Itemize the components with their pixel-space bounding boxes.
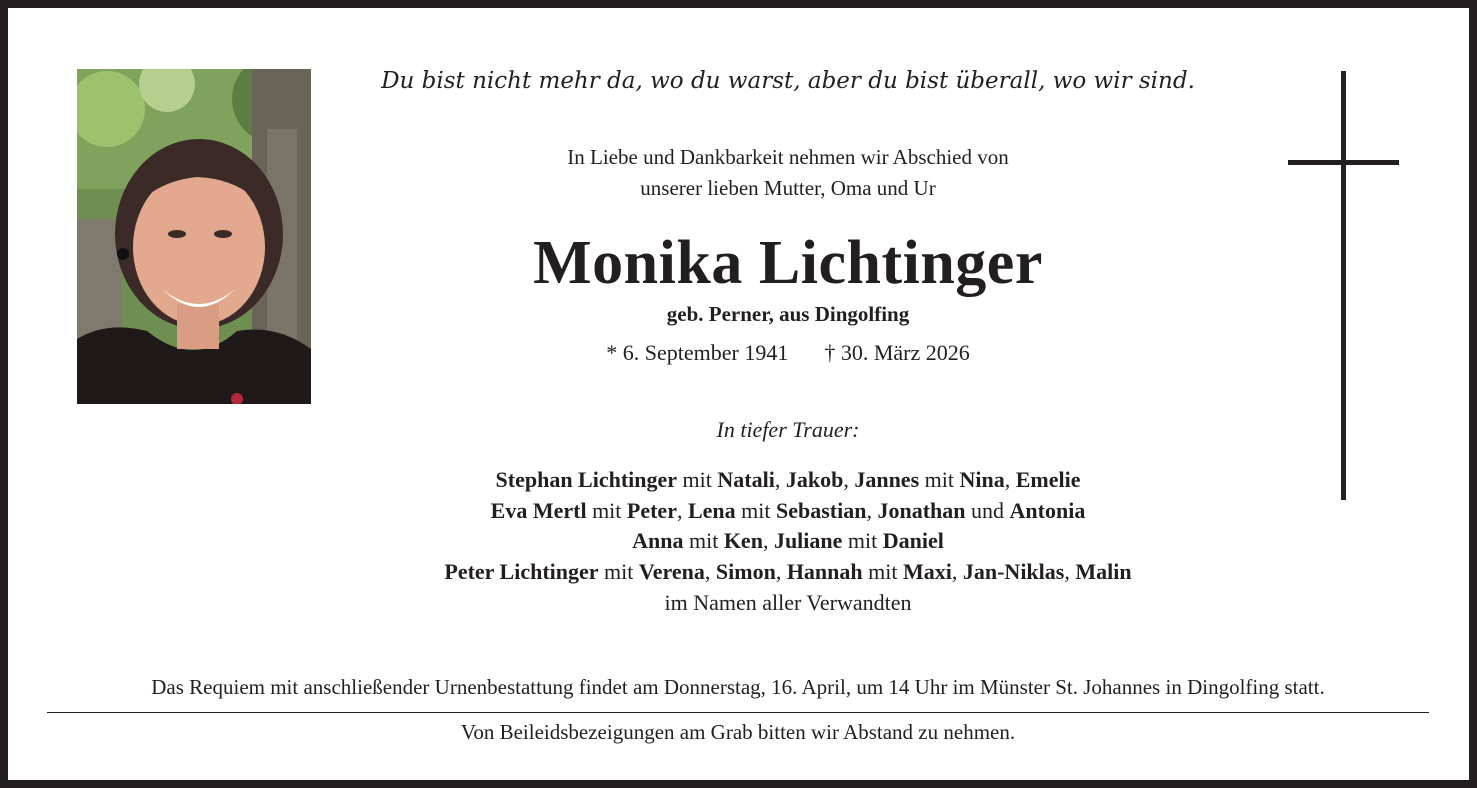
mourner-line	[288, 465, 1288, 496]
mourner-connector: ,	[704, 559, 716, 585]
mourner-connector: mit	[683, 528, 724, 554]
mourner-connector: ,	[1004, 467, 1016, 492]
condolence-notice: Von Beileidsbezeigungen am Grab bitten wir Abstand zu nehmen.	[460, 720, 1016, 744]
intro-line-2: unserer lieben Mutter, Oma und Ur	[640, 176, 936, 200]
quote: Du bist nicht mehr da, wo du warst, aber du bist überall, wo wir sind.	[381, 68, 1195, 94]
mourner-name: Anna	[632, 528, 684, 554]
mourner-name: Antonia	[1009, 497, 1086, 523]
mourning-heading: In tiefer Trauer:	[716, 417, 860, 442]
requiem-notice: Das Requiem mit anschließender Urnenbestattung findet am Donnerstag, 16. April, um 14 Uhr im Münster St. Johannes in Dingolfing statt.	[151, 675, 1325, 699]
mourner-name: Sebastian	[776, 497, 867, 523]
mourner-name: Stephan Lichtinger	[495, 467, 678, 492]
mourner-connector: mit	[598, 559, 639, 585]
mourner-name: Juliane	[773, 528, 843, 554]
mourner-name: Malin	[1075, 559, 1132, 585]
mourner-connector: ,	[676, 497, 688, 523]
mourner-name: Peter Lichtinger	[444, 559, 599, 585]
mourner-name: Natali	[717, 467, 775, 492]
mourner-connector: und	[965, 497, 1010, 523]
mourner-connector: ,	[774, 467, 786, 492]
mourner-name: Peter	[626, 497, 677, 523]
mourner-name: Jakob	[785, 467, 844, 492]
mourner-name: Nina	[959, 467, 1005, 492]
mourner-name: Ken	[723, 528, 763, 554]
intro-line-1: In Liebe und Dankbarkeit nehmen wir Abschied von	[567, 145, 1009, 169]
portrait-photo	[77, 69, 311, 404]
mourner-line	[288, 496, 1288, 527]
mourner-name: Verena	[638, 559, 705, 585]
mourner-connector: ,	[843, 467, 855, 492]
mourner-name: Jan-Niklas	[962, 559, 1065, 585]
cross-icon-bar	[1288, 160, 1399, 165]
intro-text	[288, 142, 1288, 204]
life-dates	[288, 340, 1288, 366]
mourner-connector: ,	[1064, 559, 1076, 585]
mourner-name: Eva Mertl	[490, 497, 587, 523]
deceased-name: Monika Lichtinger	[533, 229, 1043, 297]
mourner-name: Hannah	[786, 559, 863, 585]
mourner-connector: mit	[842, 528, 883, 554]
birth-date: * 6. September 1941	[606, 340, 789, 365]
mourner-connector: ,	[951, 559, 963, 585]
mourner-name: Maxi	[902, 559, 952, 585]
mourner-name: Jannes	[854, 467, 920, 492]
mourner-connector: ,	[775, 559, 787, 585]
mourner-connector: ,	[866, 497, 878, 523]
divider	[47, 712, 1429, 713]
mourner-connector: mit	[919, 467, 960, 492]
cross-icon	[1341, 71, 1346, 500]
mourner-line	[288, 526, 1288, 557]
mourner-connector: ,	[762, 528, 774, 554]
mourner-connector: mit	[862, 559, 903, 585]
mourner-name: Emelie	[1015, 467, 1081, 492]
mourner-line	[288, 557, 1288, 588]
mourner-name: Daniel	[882, 528, 944, 554]
birth-name: geb. Perner, aus Dingolfing	[666, 302, 910, 326]
mourner-name: Jonathan	[877, 497, 966, 523]
mourner-connector: im Namen aller Verwandten	[664, 589, 912, 615]
mourner-connector: mit	[735, 497, 776, 523]
mourner-connector: mit	[586, 497, 627, 523]
mourner-connector: mit	[677, 467, 718, 492]
mourners-list	[288, 465, 1288, 619]
death-date: † 30. März 2026	[824, 340, 970, 365]
mourner-line	[288, 588, 1288, 619]
mourner-name: Lena	[687, 497, 736, 523]
mourner-name: Simon	[715, 559, 776, 585]
